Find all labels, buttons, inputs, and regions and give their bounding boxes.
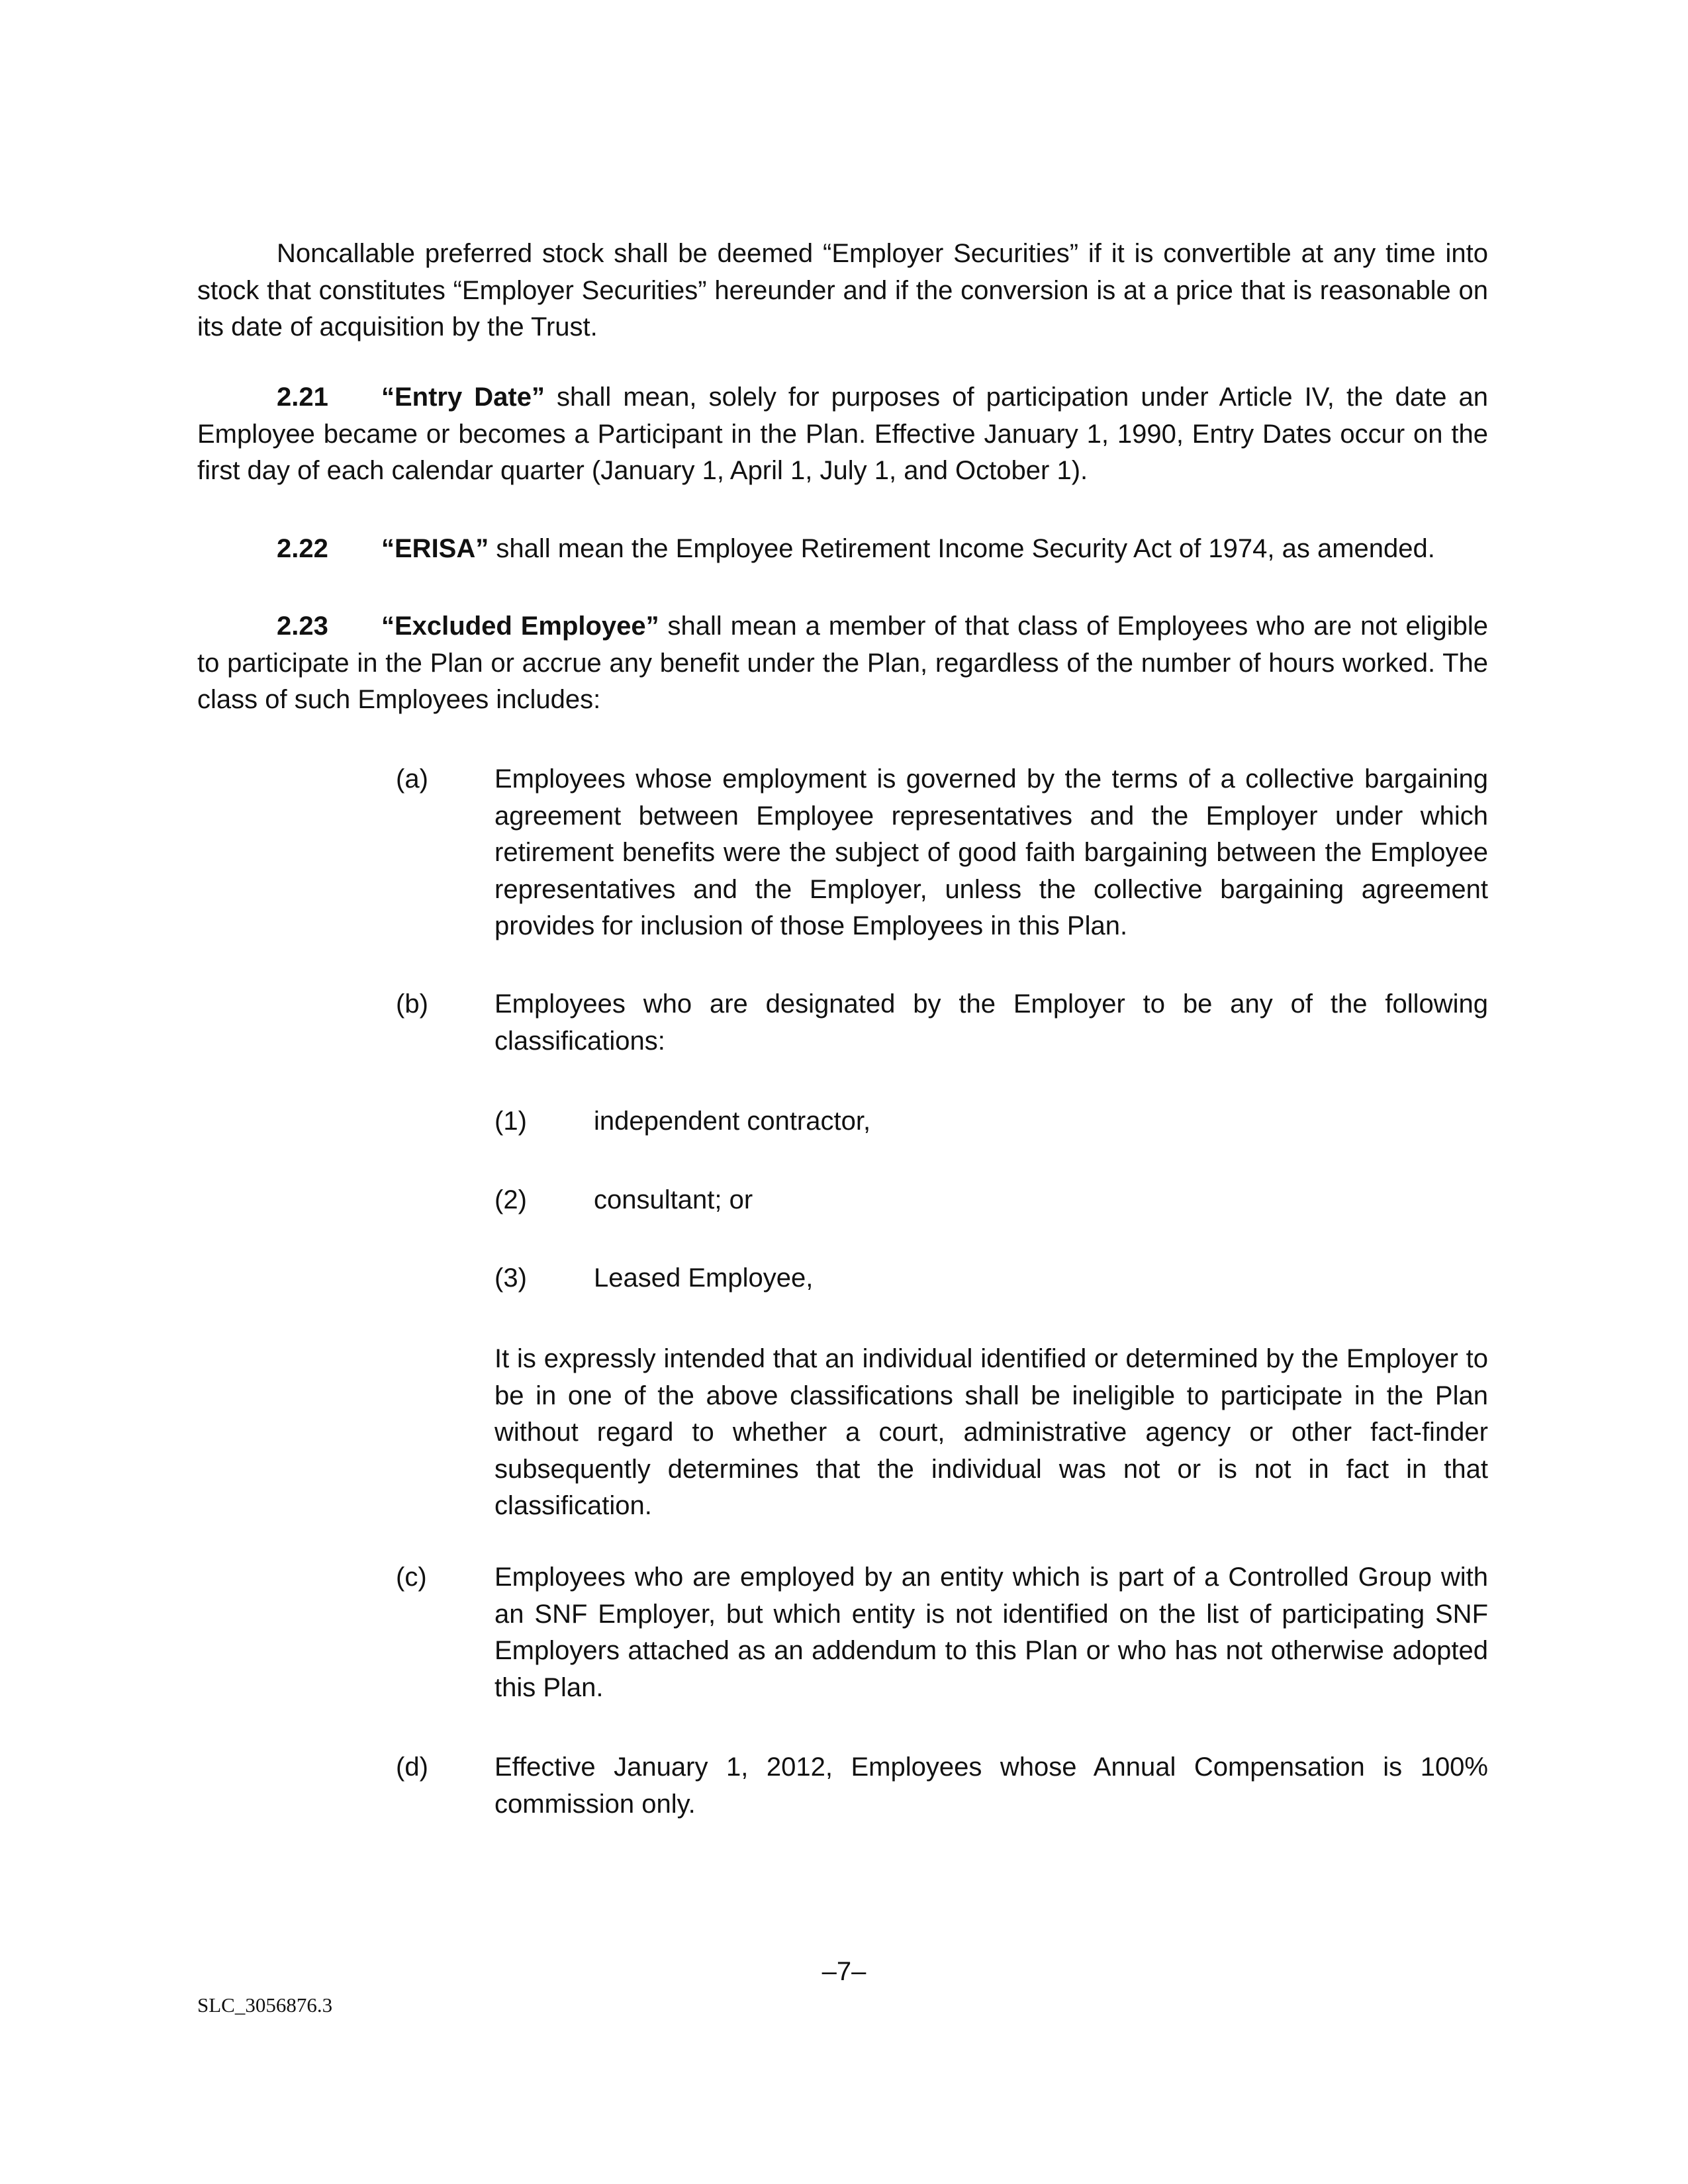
subitem-label-2: (2) — [494, 1185, 527, 1214]
document-id: SLC_3056876.3 — [197, 1993, 333, 2017]
item-label-b: (b) — [396, 989, 428, 1019]
intro-paragraph: Noncallable preferred stock shall be deemed “Employer Securities” if it is convertible at any time into stock that constitutes “Employer Securities” hereunder and if the conversion is at a price that is reasonable on its date of acquisition by the Trust. — [197, 239, 1488, 341]
item-text-d: Effective January 1, 2012, Employees whose Annual Compensation is 100% commission only. — [494, 1752, 1488, 1819]
section-text: shall mean a member of that class of Employees who are not eligible to participate in the Plan or accrue any benefit under the Plan, regardless of the number of hours worked. The class of such Employees includes: — [197, 612, 1488, 714]
item-label-a: (a) — [396, 764, 428, 794]
section-2-23 — [197, 608, 1488, 719]
item-text-c: Employees who are employed by an entity which is part of a Controlled Group with an SNF Employer, but which entity is not identified on the list of participating SNF Employers attached as an addendum to this Plan or who has not otherwise adopted this Plan. — [494, 1563, 1488, 1702]
item-b-note: It is expressly intended that an individual identified or determined by the Employer to be in one of the above classifications shall be ineligible to participate in the Plan without regard to whether a court, administrative agency or other fact-finder subsequently determines that the individual was not or is not in fact in that classification. — [494, 1344, 1488, 1520]
subitem-text-1: independent contractor, — [594, 1107, 871, 1136]
section-2-22 — [197, 531, 1488, 568]
section-number: 2.22 — [277, 534, 328, 563]
section-text: shall mean the Employee Retirement Income Security Act of 1974, as amended. — [489, 534, 1435, 563]
item-text-a: Employees whose employment is governed by the terms of a collective bargaining agreement between Employee representatives and the Employer under which retirement benefits were the subject of good faith bargaining between the Employee representatives and the Employer, unless the collective bargaining agreement provides for inclusion of those Employees in this Plan. — [494, 764, 1488, 940]
subitem-text-3: Leased Employee, — [594, 1263, 814, 1293]
page-number: –7– — [821, 1957, 867, 1986]
subitem-label-3: (3) — [494, 1263, 527, 1293]
item-label-c: (c) — [396, 1563, 427, 1592]
subitem-text-2: consultant; or — [594, 1185, 753, 1214]
defined-term: “Entry Date” — [381, 383, 545, 412]
defined-term: “Excluded Employee” — [381, 612, 659, 641]
section-number: 2.21 — [277, 383, 328, 412]
defined-term: “ERISA” — [381, 534, 489, 563]
section-number: 2.23 — [277, 612, 328, 641]
subitem-label-1: (1) — [494, 1107, 527, 1136]
section-2-21 — [197, 379, 1488, 490]
item-label-d: (d) — [396, 1752, 428, 1782]
item-text-b: Employees who are designated by the Employer to be any of the following classifications: — [494, 989, 1488, 1056]
section-text: shall mean, solely for purposes of participation under Article IV, the date an Employee became or becomes a Participant in the Plan. Effective January 1, 1990, Entry Dates occur on the first day of each calendar quarter (January 1, April 1, July 1, and October 1). — [197, 383, 1488, 485]
